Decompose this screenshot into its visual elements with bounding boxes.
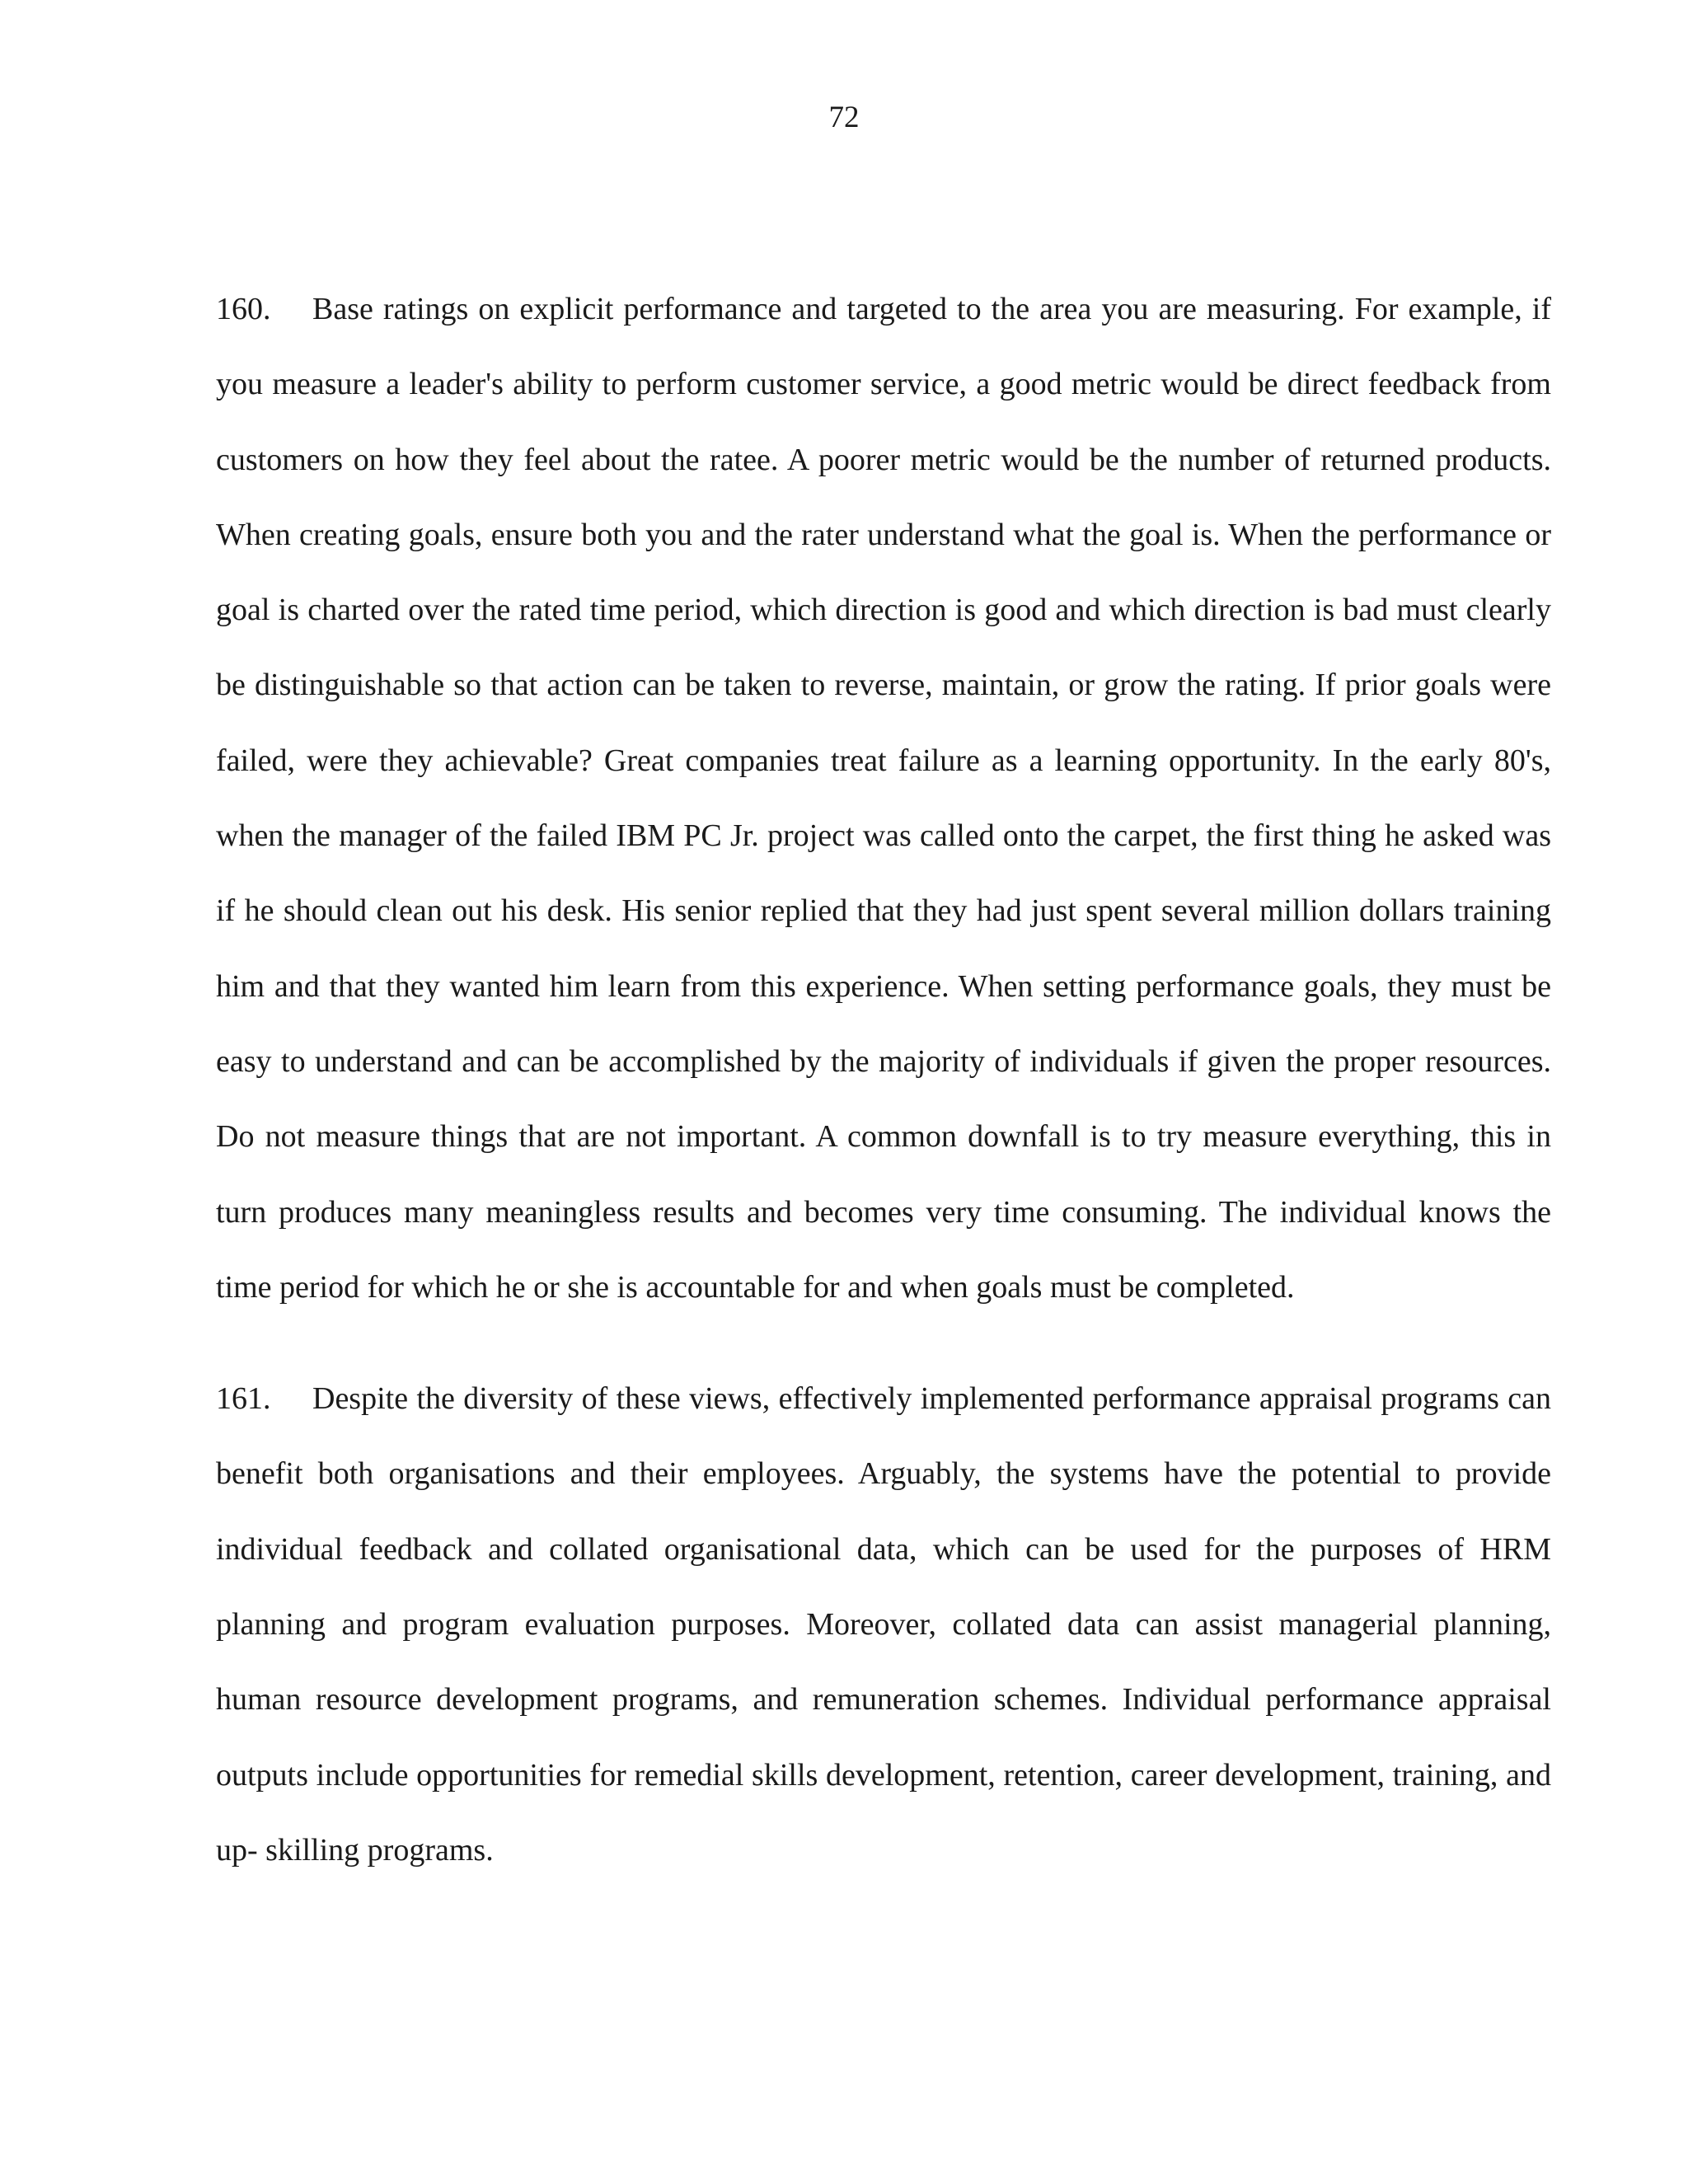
paragraph-number: 161. xyxy=(216,1381,271,1417)
paragraph-text: Base ratings on explicit performance and targeted to the area you are measuring. For example, if you measure a leader's ability to perform customer service, a good metric would be direct feedback from customers on how they feel about the ratee. A poorer metric would be the number of returned products. When creating goals, ensure both you and the rater understand what the goal is. When the performance or goal is charted over the rated time period, which direction is good and which direction is bad must clearly be distinguishable so that action can be taken to reverse, maintain, or grow the rating. If prior goals were failed, were they achievable? Great companies treat failure as a learning opportunity. In the early 80's, when the manager of the failed IBM PC Jr. project was called onto the carpet, the first thing he asked was if he should clean out his desk. His senior replied that they had just spent several million dollars training him and that they wanted him learn from this experience. When setting performance goals, they must be easy to understand and can be accomplished by the majority of individuals if given the proper resources. Do not measure things that are not important. A common downfall is to try measure everything, this in turn produces many meaningless results and becomes very time consuming. The individual knows the time period for which he or she is accountable for and when goals must be completed. xyxy=(216,292,1551,1305)
paragraph-text: Despite the diversity of these views, effectively implemented performance appraisal programs can benefit both organisations and their employees. Arguably, the systems have the potential to provide individual feedback and collated organisational data, which can be used for the purposes of HRM planning and program evaluation purposes. Moreover, collated data can assist managerial planning, human resource development programs, and remuneration schemes. Individual performance appraisal outputs include opportunities for remedial skills development, retention, career development, training, and up- skilling programs. xyxy=(216,1381,1551,1868)
page-number: 72 xyxy=(828,101,860,134)
paragraph-161 xyxy=(216,1361,1551,1888)
paragraph-number: 160. xyxy=(216,292,271,326)
document-body xyxy=(216,272,1551,1888)
paragraph-160 xyxy=(216,272,1551,1325)
